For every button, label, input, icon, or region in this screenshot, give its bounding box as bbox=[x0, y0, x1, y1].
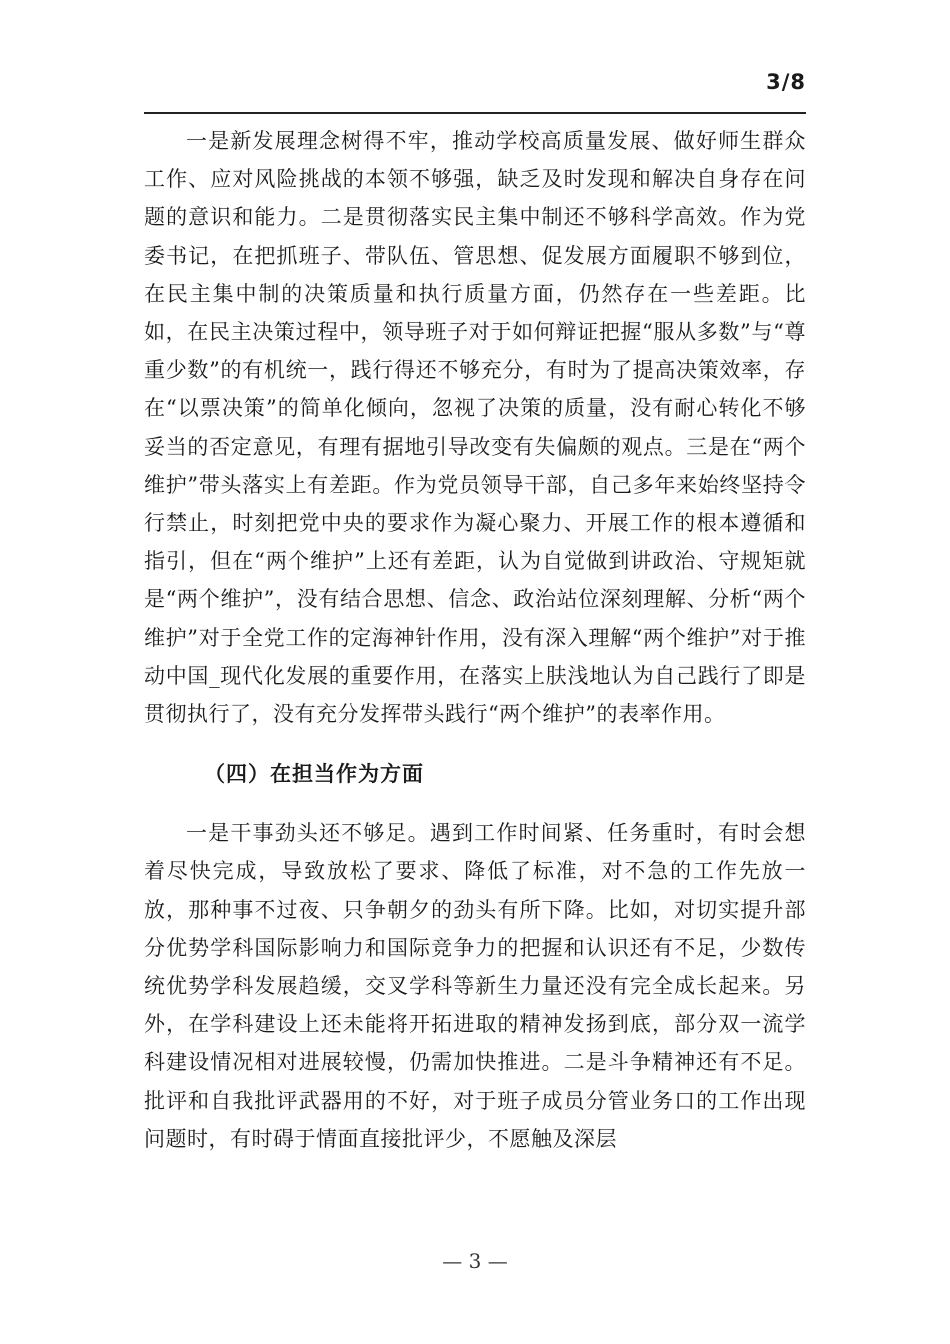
header-divider bbox=[144, 112, 806, 114]
section-heading: （四）在担当作为方面 bbox=[204, 762, 424, 787]
page-indicator: 3/8 bbox=[766, 70, 806, 94]
page-number-footer: — 3 — bbox=[442, 1249, 508, 1273]
paragraph-1: 一是新发展理念树得不牢，推动学校高质量发展、做好师生群众工作、应对风险挑战的本领不够强，缺乏及时发现和解决自身存在问题的意识和能力。二是贯彻落实民主集中制还不够科学高效。作为党委书记，在把抓班子、带队伍、管思想、促发展方面履职不够到位，在民主集中制的决策质量和执行质量方面，仍然存在一些差距。比如，在民主决策过程中，领导班子对于如何辩证把握“服从多数”与“尊重少数”的有机统一，践行得还不够充分，有时为了提高决策效率，存在“以票决策”的简单化倾向，忽视了决策的质量，没有耐心转化不够妥当的否定意见，有理有据地引导改变有失偏颇的观点。三是在“两个维护”带头落实上有差距。作为党员领导干部，自己多年来始终坚持令行禁止，时刻把党中央的要求作为凝心聚力、开展工作的根本遵循和指引，但在“两个维护”上还有差距，认为自觉做到讲政治、守规矩就是“两个维护”，没有结合思想、信念、政治站位深刻理解、分析“两个维护”对于全党工作的定海神针作用，没有深入理解“两个维护”对于推动中国_现代化发展的重要作用，在落实上肤浅地认为自己践行了即是贯彻执行了，没有充分发挥带头践行“两个维护”的表率作用。 bbox=[144, 129, 806, 727]
paragraph-2: 一是干事劲头还不够足。遇到工作时间紧、任务重时，有时会想着尽快完成，导致放松了要求、降低了标准，对不急的工作先放一放，那种事不过夜、只争朝夕的劲头有所下降。比如，对切实提升部分优势学科国际影响力和国际竞争力的把握和认识还有不足，少数传统优势学科发展趋缓，交叉学科等新生力量还没有完全成长起来。另外，在学科建设上还未能将开拓进取的精神发扬到底，部分双一流学科建设情况相对进展较慢，仍需加快推进。二是斗争精神还有不足。批评和自我批评武器用的不好，对于班子成员分管业务口的工作出现问题时，有时碍于情面直接批评少，不愿触及深层 bbox=[144, 821, 806, 1151]
document-body bbox=[144, 122, 806, 1158]
